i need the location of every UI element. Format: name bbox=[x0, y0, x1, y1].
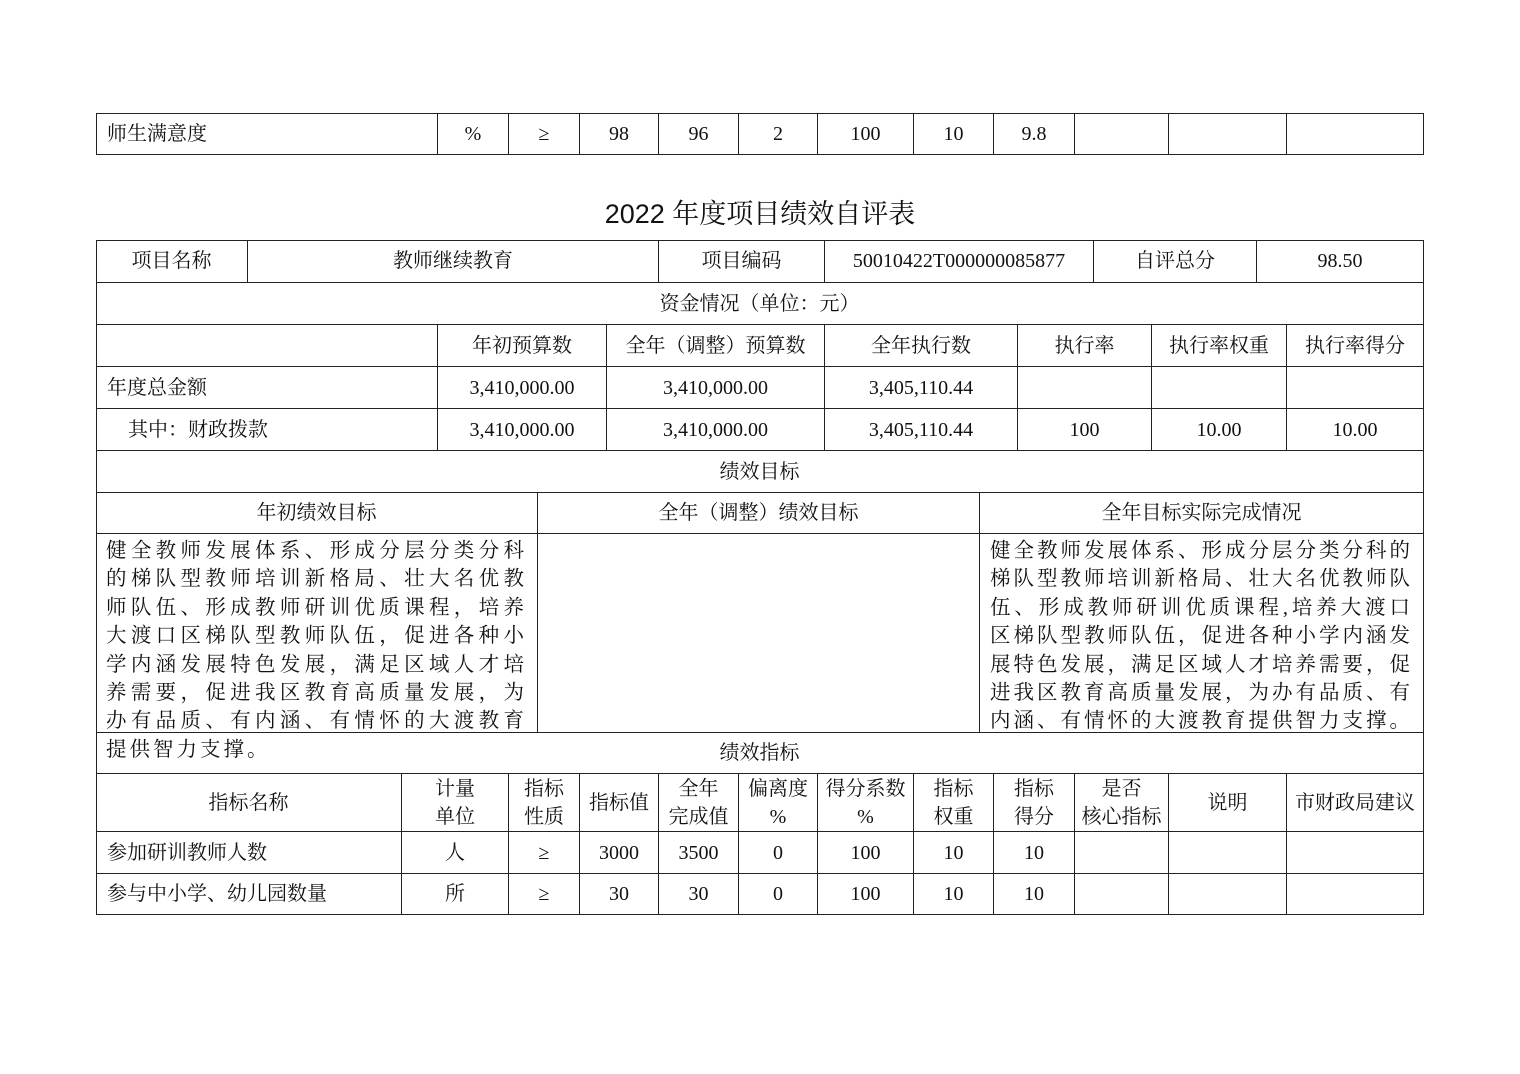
funds-section-header: 资金情况（单位：元） bbox=[96, 283, 1424, 325]
indicator-name: 参与中小学、幼儿园数量 bbox=[96, 874, 402, 915]
indicators-section-header: 绩效指标 bbox=[96, 733, 1424, 774]
indicator-unit: 人 bbox=[402, 832, 509, 874]
prev-row-core bbox=[1075, 113, 1169, 155]
funds-weight bbox=[1152, 367, 1287, 409]
indicator-actual: 30 bbox=[659, 874, 739, 915]
indicator-target: 3000 bbox=[580, 832, 659, 874]
indicator-deviation: 0 bbox=[739, 874, 818, 915]
indicator-header: 市财政局建议 bbox=[1287, 774, 1424, 832]
indicator-header: 计量 单位 bbox=[402, 774, 509, 832]
funds-header-blank bbox=[96, 325, 438, 367]
funds-weight: 10.00 bbox=[1152, 409, 1287, 451]
goals-header: 年初绩效目标 bbox=[96, 493, 538, 534]
indicator-advice bbox=[1287, 874, 1424, 915]
indicator-score: 10 bbox=[994, 832, 1075, 874]
page-title: 2022 年度项目绩效自评表 bbox=[604, 199, 916, 229]
prev-row-coef: 100 bbox=[818, 113, 914, 155]
prev-row-target: 98 bbox=[580, 113, 659, 155]
funds-label: 其中：财政拨款 bbox=[96, 409, 438, 451]
indicator-name: 参加研训教师人数 bbox=[96, 832, 402, 874]
prev-row-score: 9.8 bbox=[994, 113, 1075, 155]
indicator-header: 指标 得分 bbox=[994, 774, 1075, 832]
goals-section-header: 绩效目标 bbox=[96, 451, 1424, 493]
indicator-weight: 10 bbox=[914, 874, 994, 915]
indicator-nature: ≥ bbox=[509, 832, 580, 874]
funds-initial: 3,410,000.00 bbox=[438, 409, 607, 451]
prev-row-actual: 96 bbox=[659, 113, 739, 155]
funds-executed: 3,405,110.44 bbox=[825, 367, 1018, 409]
indicator-score: 10 bbox=[994, 874, 1075, 915]
goal-adjusted-text bbox=[538, 534, 980, 733]
indicator-note bbox=[1169, 874, 1287, 915]
indicator-core bbox=[1075, 832, 1169, 874]
goals-header: 全年（调整）绩效目标 bbox=[538, 493, 980, 534]
indicator-coef: 100 bbox=[818, 874, 914, 915]
indicator-header: 指标值 bbox=[580, 774, 659, 832]
funds-label: 年度总金额 bbox=[96, 367, 438, 409]
indicator-nature: ≥ bbox=[509, 874, 580, 915]
funds-adjusted: 3,410,000.00 bbox=[607, 367, 825, 409]
indicator-actual: 3500 bbox=[659, 832, 739, 874]
indicator-header: 指标 性质 bbox=[509, 774, 580, 832]
funds-rate bbox=[1018, 367, 1152, 409]
funds-header: 全年（调整）预算数 bbox=[607, 325, 825, 367]
project-code-label: 项目编码 bbox=[659, 240, 825, 283]
prev-row-nature: ≥ bbox=[509, 113, 580, 155]
prev-row-unit: % bbox=[438, 113, 509, 155]
funds-header: 执行率 bbox=[1018, 325, 1152, 367]
prev-row-advice bbox=[1287, 113, 1424, 155]
project-name-value: 教师继续教育 bbox=[248, 240, 659, 283]
self-score-label: 自评总分 bbox=[1094, 240, 1257, 283]
funds-initial: 3,410,000.00 bbox=[438, 367, 607, 409]
funds-score bbox=[1287, 367, 1424, 409]
goal-actual-text: 健全教师发展体系、形成分层分类分科的梯队型教师培训新格局、壮大名优教师队伍、形成教师研训优质课程,培养大渡口区梯队型教师队伍，促进各种小学内涵发展特色发展，满足区域人才培养需要，促进我区教育高质量发展，为办有品质、有内涵、有情怀的大渡教育提供智力支撑。 bbox=[980, 534, 1424, 733]
indicator-header: 是否 核心指标 bbox=[1075, 774, 1169, 832]
goals-header: 全年目标实际完成情况 bbox=[980, 493, 1424, 534]
goal-initial-text: 健全教师发展体系、形成分层分类分科的梯队型教师培训新格局、壮大名优教师队伍、形成教师研训优质课程，培养大渡口区梯队型教师队伍，促进各种小学内涵发展特色发展，满足区域人才培养需要，促进我区教育高质量发展，为办有品质、有内涵、有情怀的大渡教育提供智力支撑。 bbox=[96, 534, 538, 733]
prev-row-note bbox=[1169, 113, 1287, 155]
project-code-value: 50010422T000000085877 bbox=[825, 240, 1094, 283]
funds-header: 年初预算数 bbox=[438, 325, 607, 367]
indicator-weight: 10 bbox=[914, 832, 994, 874]
funds-header: 执行率得分 bbox=[1287, 325, 1424, 367]
funds-header: 执行率权重 bbox=[1152, 325, 1287, 367]
indicator-header: 得分系数 % bbox=[818, 774, 914, 832]
indicator-coef: 100 bbox=[818, 832, 914, 874]
funds-score: 10.00 bbox=[1287, 409, 1424, 451]
indicator-core bbox=[1075, 874, 1169, 915]
indicator-header: 全年 完成值 bbox=[659, 774, 739, 832]
funds-header: 全年执行数 bbox=[825, 325, 1018, 367]
indicator-header: 说明 bbox=[1169, 774, 1287, 832]
indicator-note bbox=[1169, 832, 1287, 874]
project-name-label: 项目名称 bbox=[96, 240, 248, 283]
indicator-header: 指标名称 bbox=[96, 774, 402, 832]
funds-adjusted: 3,410,000.00 bbox=[607, 409, 825, 451]
self-score-value: 98.50 bbox=[1257, 240, 1424, 283]
prev-row-name: 师生满意度 bbox=[96, 113, 438, 155]
indicator-unit: 所 bbox=[402, 874, 509, 915]
indicator-target: 30 bbox=[580, 874, 659, 915]
prev-row-deviation: 2 bbox=[739, 113, 818, 155]
funds-rate: 100 bbox=[1018, 409, 1152, 451]
indicator-header: 指标 权重 bbox=[914, 774, 994, 832]
prev-row-weight: 10 bbox=[914, 113, 994, 155]
indicator-advice bbox=[1287, 832, 1424, 874]
indicator-header: 偏离度 % bbox=[739, 774, 818, 832]
funds-executed: 3,405,110.44 bbox=[825, 409, 1018, 451]
indicator-deviation: 0 bbox=[739, 832, 818, 874]
